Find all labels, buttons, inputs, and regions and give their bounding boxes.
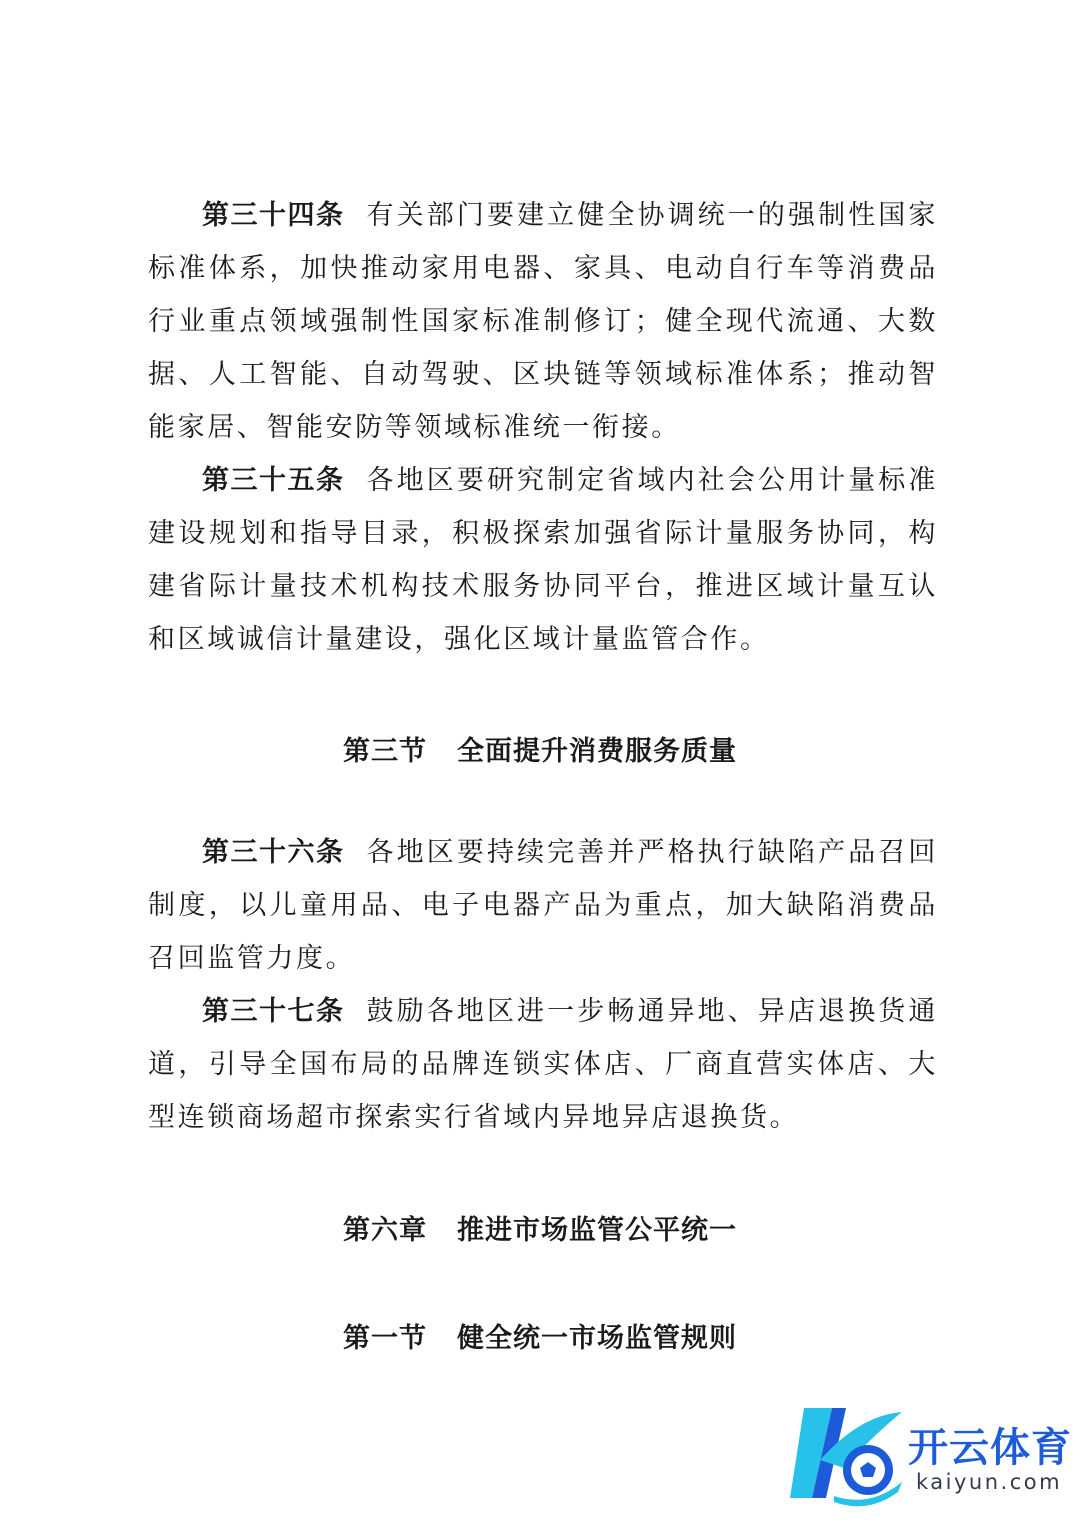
watermark-brand-en: kaiyun.com <box>916 1470 1063 1494</box>
section-1-title: 健全统一市场监管规则 <box>457 1323 737 1354</box>
article-35-label: 第三十五条 <box>202 465 345 496</box>
article-36-label: 第三十六条 <box>202 837 345 868</box>
chapter-6-heading <box>0 1208 1080 1247</box>
article-37 <box>148 985 938 1144</box>
article-35 <box>148 454 938 666</box>
watermark-brand-cn: 开云体育 <box>908 1425 1072 1471</box>
article-37-text: 鼓励各地区进一步畅通异地、异店退换货通道，引导全国布局的品牌连锁实体店、厂商直营实体店、大型连锁商场超市探索实行省域内异地异店退换货。 <box>148 996 939 1133</box>
article-37-label: 第三十七条 <box>202 996 345 1027</box>
article-36 <box>148 826 938 985</box>
article-35-text: 各地区要研究制定省域内社会公用计量标准建设规划和指导目录，积极探索加强省际计量服务协同，构建省际计量技术机构技术服务协同平台，推进区域计量互认和区域诚信计量建设，强化区域计量监管合作。 <box>148 465 939 655</box>
section-1-number: 第一节 <box>343 1323 427 1354</box>
section-3-heading <box>0 729 1080 768</box>
section-3-number: 第三节 <box>343 736 427 767</box>
article-36-text: 各地区要持续完善并严格执行缺陷产品召回制度，以儿童用品、电子电器产品为重点，加大缺陷消费品召回监管力度。 <box>148 837 939 974</box>
chapter-6-number: 第六章 <box>343 1215 427 1246</box>
section-3-title: 全面提升消费服务质量 <box>457 736 737 767</box>
chapter-6-title: 推进市场监管公平统一 <box>457 1215 737 1246</box>
article-34-label: 第三十四条 <box>202 200 345 231</box>
article-34 <box>148 189 938 454</box>
section-1-heading <box>0 1316 1080 1355</box>
watermark-logo <box>790 1390 1080 1527</box>
article-34-text: 有关部门要建立健全协调统一的强制性国家标准体系，加快推动家用电器、家具、电动自行车等消费品行业重点领域强制性国家标准制修订；健全现代流通、大数据、人工智能、自动驾驶、区块链等领域标准体系；推动智能家居、智能安防等领域标准统一衔接。 <box>148 200 939 443</box>
kaiyun-k-ball-icon <box>790 1390 910 1515</box>
